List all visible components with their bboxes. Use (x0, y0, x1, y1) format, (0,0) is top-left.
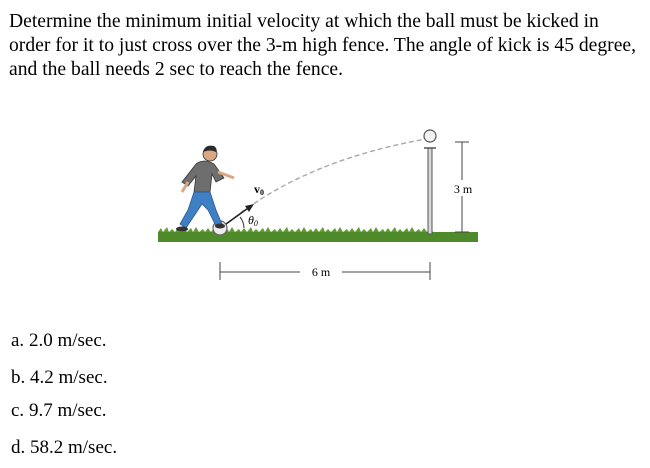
projectile-diagram (150, 120, 490, 290)
option-d[interactable] (11, 437, 117, 459)
velocity-subscript: 0 (260, 188, 264, 197)
option-text: 4.2 m/sec. (30, 367, 108, 388)
person-shoe-back (176, 227, 188, 232)
ball-at-fence (424, 130, 436, 142)
angle-arc (240, 217, 244, 228)
person-shoe-front (215, 224, 225, 229)
option-text: 58.2 m/sec. (30, 437, 118, 458)
height-label: 3 m (453, 182, 473, 196)
svg-text:v0 (254, 182, 264, 197)
option-letter: d. (11, 437, 26, 458)
option-letter: b. (11, 367, 26, 388)
velocity-label: v (254, 182, 260, 196)
option-letter: c. (11, 400, 25, 421)
velocity-arrowhead (245, 204, 254, 212)
angle-label: θ (248, 213, 254, 227)
person-figure (176, 146, 234, 232)
option-letter: a. (11, 330, 25, 351)
fence-post (428, 148, 432, 234)
distance-label: 6 m (311, 265, 331, 279)
option-c[interactable] (11, 400, 107, 422)
option-text: 2.0 m/sec. (28, 330, 107, 351)
angle-subscript: 0 (253, 219, 258, 228)
projectile-figure (150, 120, 490, 290)
question-text: Determine the minimum initial velocity at which the ball must be kicked in order for it to just cross over the 3-m high fence. The angle of kick is 45 degree, and the ball needs 2 sec to reach the fence. (9, 11, 636, 80)
person-shirt (182, 161, 224, 192)
grass-blades (158, 227, 433, 232)
option-b[interactable] (11, 367, 108, 389)
svg-text:θ0 (248, 213, 258, 228)
option-a[interactable] (11, 330, 107, 352)
option-text: 9.7 m/sec. (28, 400, 107, 421)
person-pants (180, 192, 222, 228)
